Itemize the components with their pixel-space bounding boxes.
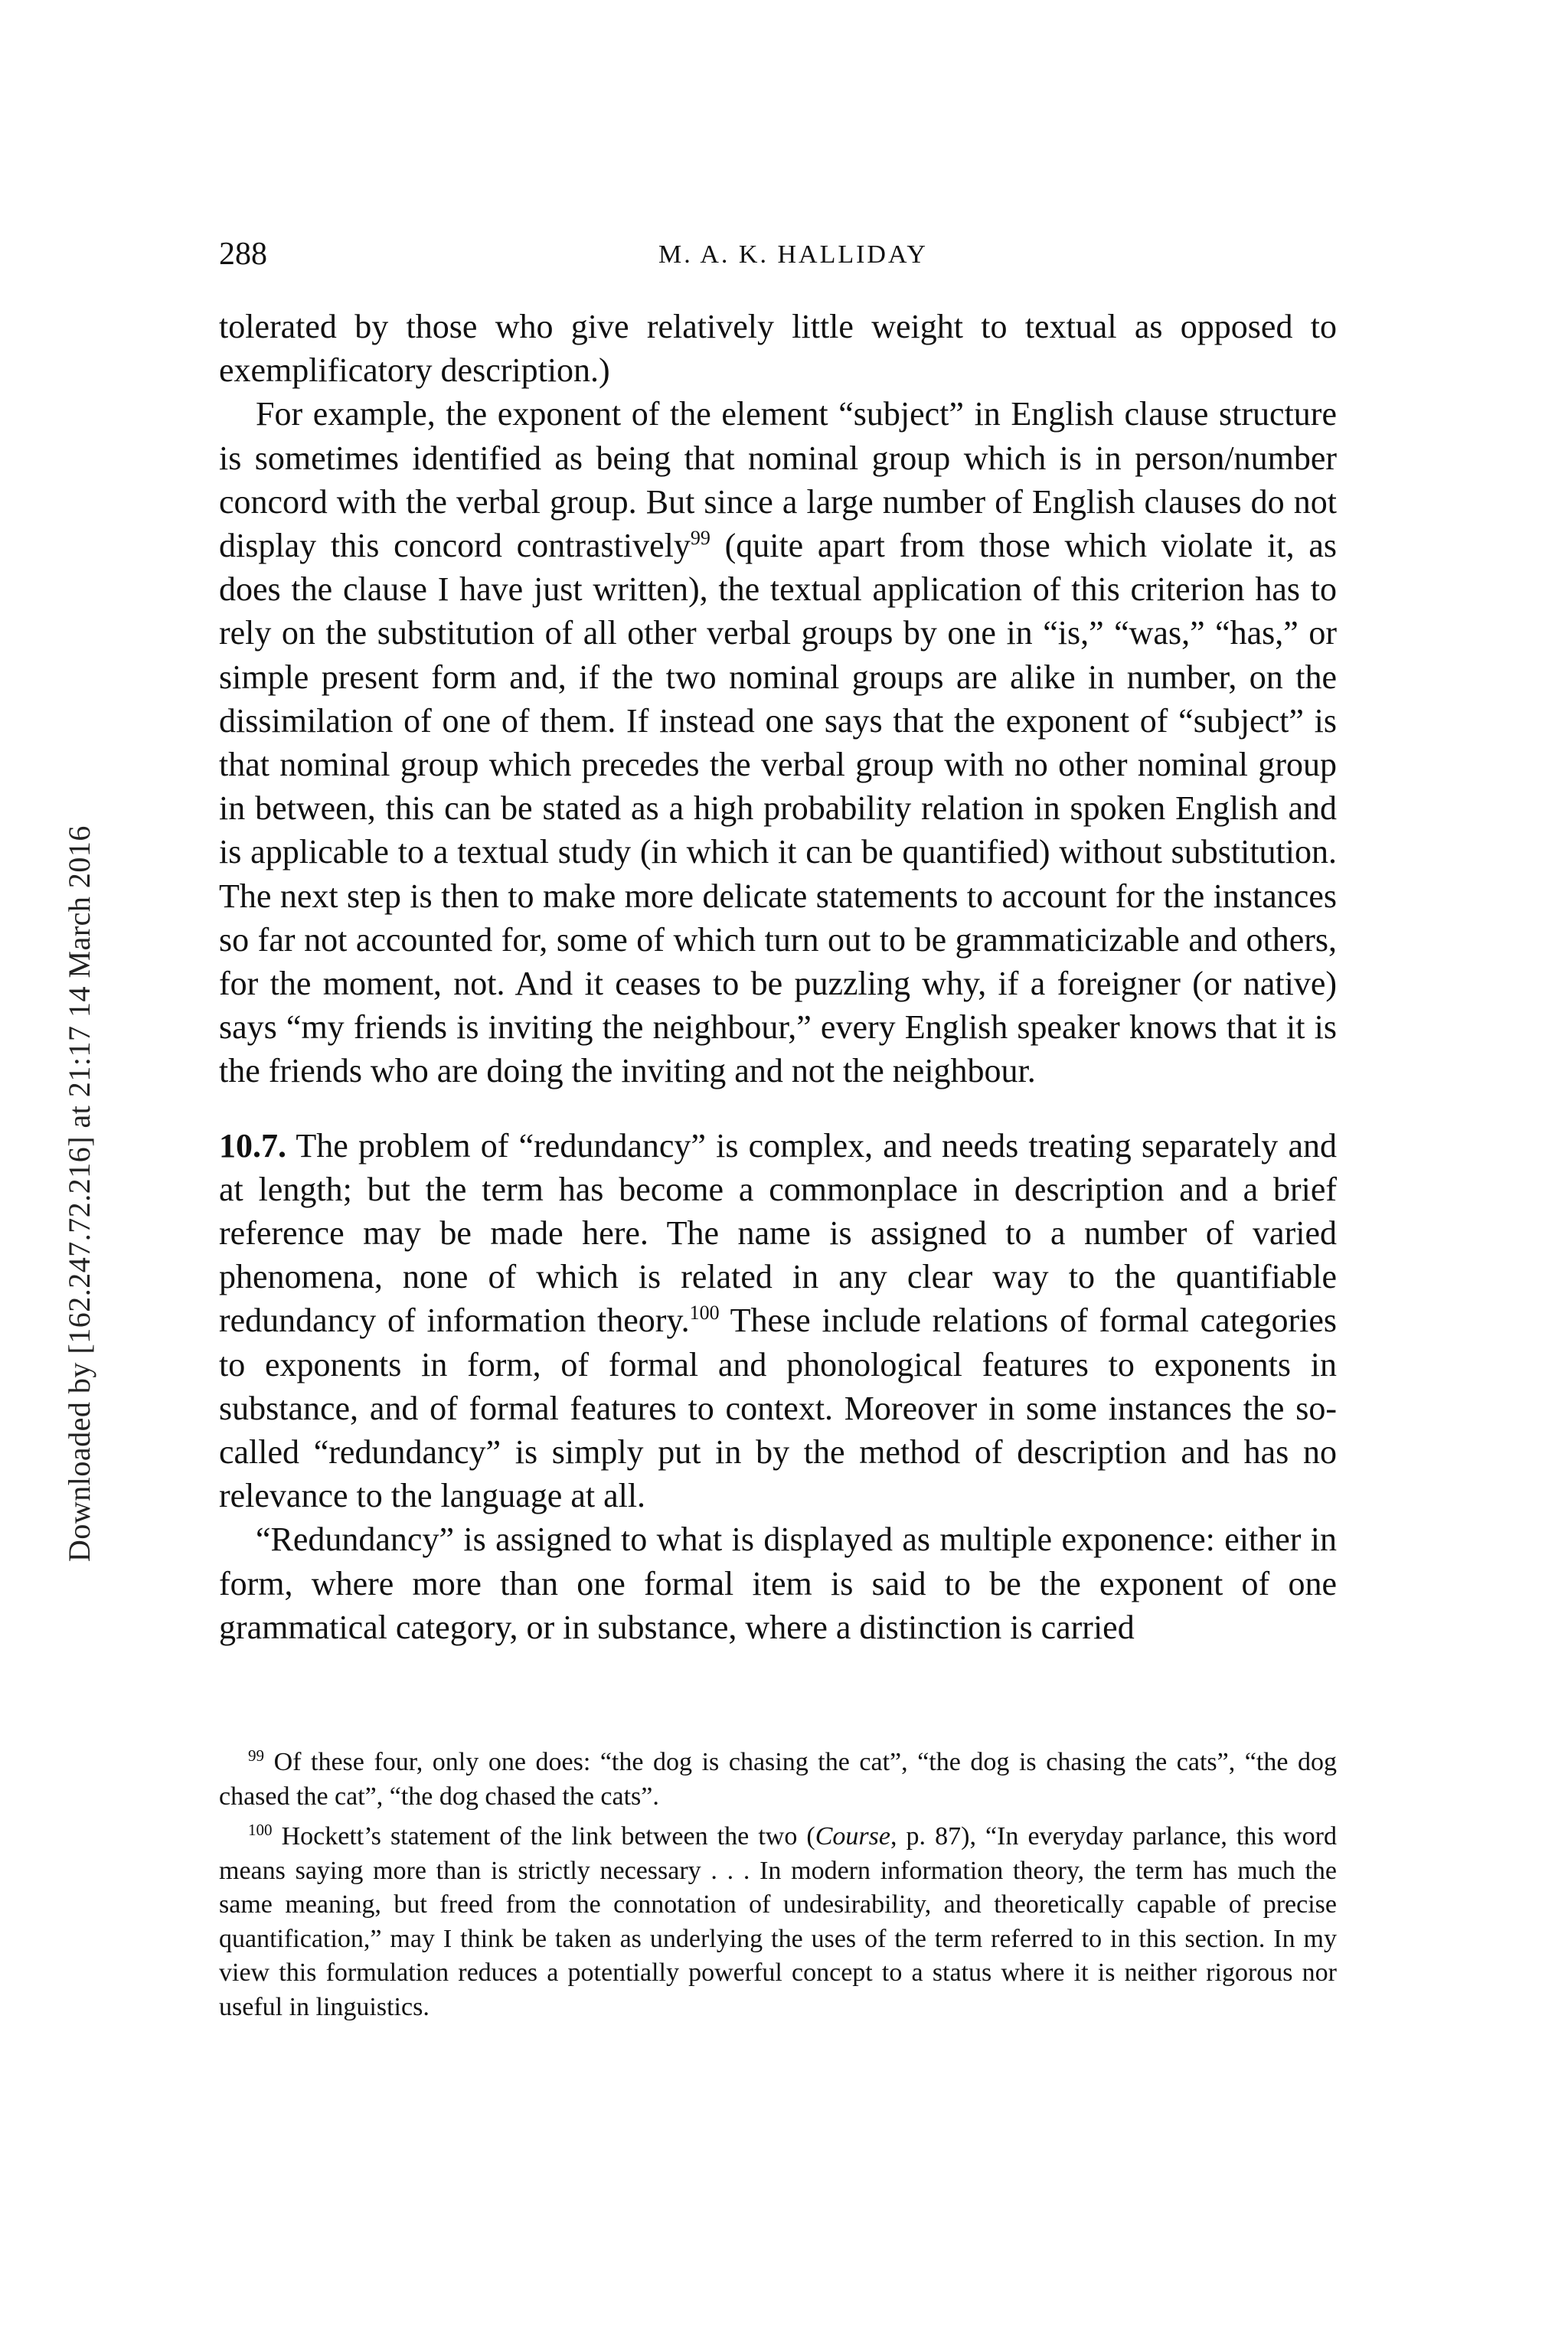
paragraph-3 [219,1124,1337,1518]
paragraph-2-text-a: For example, the exponent of the element “subject” in English clause structure is sometimes identified as being that nominal group which is in person/number concord with the verbal group. But since a large number of English clauses do not display this concord contrastively [219,395,1337,565]
paragraph-2-text-b: (quite apart from those which violate it, as does the clause I have just written), the textual application of this criterion has to rely on the substitution of all other verbal groups by one in “is,” “was,” “has,” or simple present form and, if the two nominal groups are alike in number, on the dissimilation of one of them. If instead one says that the exponent of “subject” is that nominal group which precedes the verbal group with no other nominal group in between, this can be stated as a high probability relation in spoken English and is applicable to a textual study (in which it can be quantified) without substitution. The next step is then to make more delicate statements to account for the instances so far not accounted for, some of which turn out to be grammaticizable and others, for the moment, not. And it ceases to be puzzling why, if a foreigner (or native) says “my friends is inviting the neighbour,” every English speaker knows that it is the friends who are doing the inviting and not the neighbour. [219,527,1337,1090]
footnote-99-text: Of these four, only one does: “the dog is chasing the cat”, “the dog is chasing the cats”, “the dog chased the cat”, “the dog chased the cats”. [219,1748,1337,1811]
paragraph-3-text-a: The problem of “redundancy” is complex, and needs treating separately and at length; but the term has become a commonplace in description and a brief reference may be made here. The name is assigned to a number of varied phenomena, none of which is related in any clear way to the quantifiable redundancy of information theory. [219,1126,1337,1340]
paragraph-1-text: tolerated by those who give relatively little weight to textual as opposed to exemplificatory description.) [219,308,1337,390]
paragraph-3-text-b: These include relations of formal categories to exponents in form, of formal and phonological features to exponents in substance, and of formal features to context. Moreover in some instances the so-called “redundancy” is simply put in by the method of description and has no relevance to the language at all. [219,1302,1337,1515]
section-number: 10.7. [219,1126,286,1165]
footnotes [219,1746,1337,2024]
footnote-100-book-title: Course [815,1822,890,1851]
footnote-100-text-a: Hockett’s statement of the link between the two ( [272,1822,815,1851]
body-text [219,305,1337,1649]
paragraph-1 [219,305,1337,392]
footnote-99-number: 99 [248,1746,264,1765]
footnote-100 [219,1820,1337,2024]
footnote-99 [219,1746,1337,1814]
page-header [219,236,1337,282]
paragraph-4 [219,1517,1337,1649]
footnote-ref-99[interactable]: 99 [690,527,710,550]
page-number: 288 [219,237,267,272]
footnote-100-text-b: , p. 87), “In everyday parlance, this word means saying more than is strictly necessary . . . In modern information theory, the term has much the same meaning, but freed from the connotation of undesirability, and theoretically capable of precise quantification,” may I think be taken as underlying the uses of the term referred to in this section. In my view this formulation reduces a potentially powerful concept to a status where it is neither rigorous nor useful in linguistics. [219,1822,1337,2021]
footnote-100-number: 100 [248,1821,273,1839]
paragraph-2 [219,392,1337,1093]
paragraph-4-text: “Redundancy” is assigned to what is displayed as multiple exponence: either in form, where more than one formal item is said to be the exponent of one grammatical category, or in substance, where a distinction is carried [219,1521,1337,1646]
download-watermark-text: Downloaded by [162.247.72.216] at 21:17 14 March 2016 [62,825,96,1562]
running-head: M. A. K. HALLIDAY [658,240,928,269]
footnote-ref-100[interactable]: 100 [689,1302,720,1325]
